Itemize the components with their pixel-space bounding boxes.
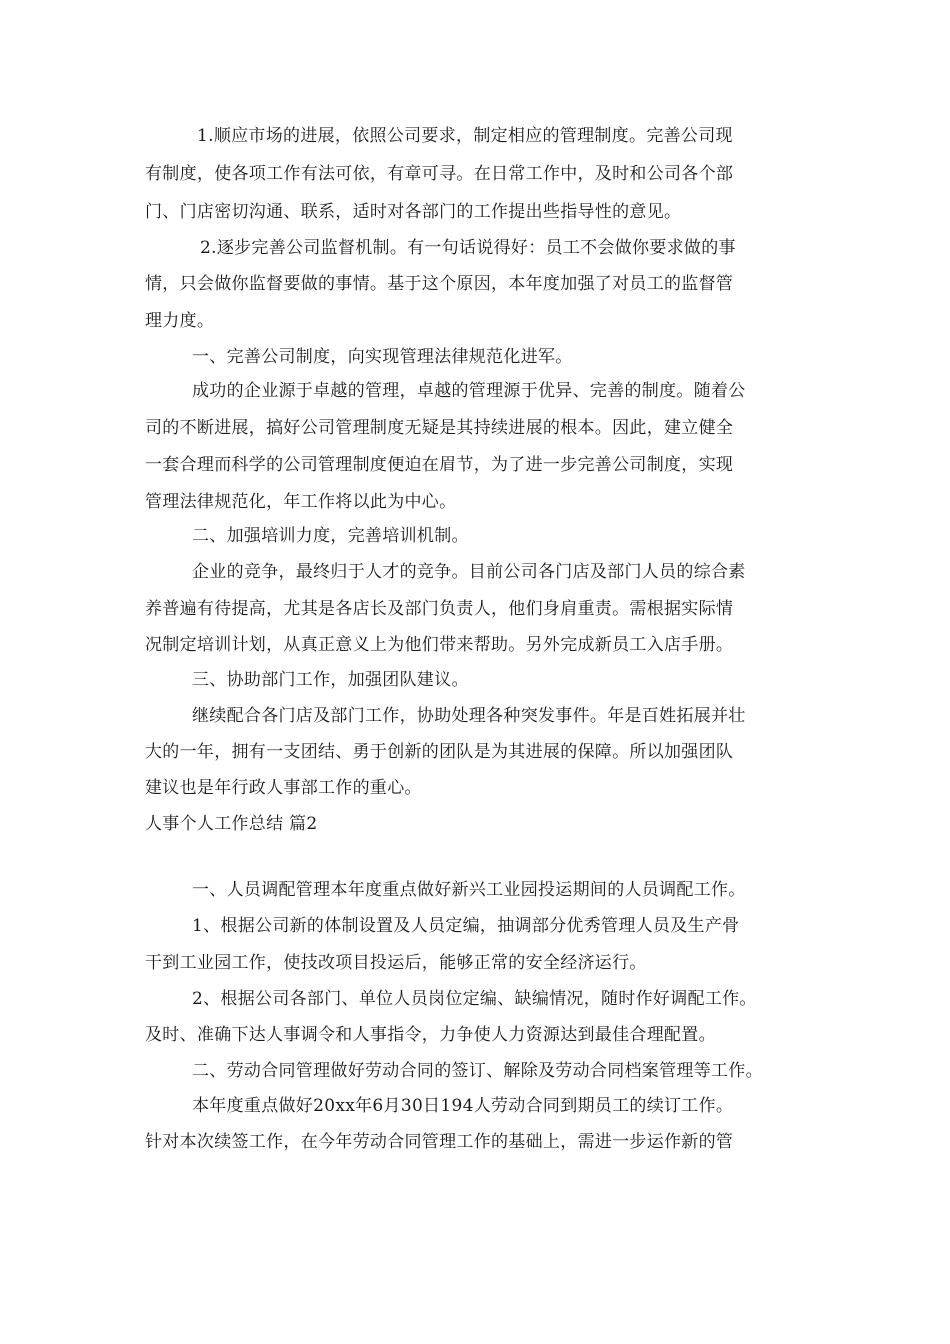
s1-p5-line-1: 继续配合各门店及部门工作，协助处理各种突发事件。年是百姓拓展并壮 xyxy=(192,706,746,726)
s2-p3-line-1: 本年度重点做好20xx年6月30日194人劳动合同到期员工的续订工作。 xyxy=(192,1096,734,1116)
s1-p3-line-1: 成功的企业源于卓越的管理，卓越的管理源于优异、完善的制度。随着公 xyxy=(192,381,746,401)
s1-p1-line-2: 有制度，使各项工作有法可依，有章可寻。在日常工作中，及时和公司各个部 xyxy=(145,164,734,184)
s1-p1-line-1: 1.顺应市场的进展，依照公司要求，制定相应的管理制度。完善公司现 xyxy=(197,126,733,146)
s1-p5-line-3: 建议也是年行政人事部工作的重心。 xyxy=(145,778,422,798)
s1-p2-line-3: 理力度。 xyxy=(145,311,215,331)
s1-p4-line-2: 养普遍有待提高，尤其是各店长及部门负责人，他们身肩重责。需根据实际情 xyxy=(145,599,734,619)
s2-p2-line-1: 2、根据公司各部门、单位人员岗位定编、缺编情况，随时作好调配工作。 xyxy=(192,989,757,1009)
s1-p3-line-3: 一套合理而科学的公司管理制度便迫在眉节，为了进一步完善公司制度，实现 xyxy=(145,455,734,475)
s2-p3-line-2: 针对本次续签工作，在今年劳动合同管理工作的基础上，需进一步运作新的管 xyxy=(145,1132,734,1152)
s1-heading-1: 一、完善公司制度，向实现管理法律规范化进军。 xyxy=(192,347,573,367)
s1-p3-line-4: 管理法律规范化，年工作将以此为中心。 xyxy=(145,492,457,512)
s2-heading-1: 一、人员调配管理本年度重点做好新兴工业园投运期间的人员调配工作。 xyxy=(192,880,746,900)
s1-p3-line-2: 司的不断进展，搞好公司管理制度无疑是其持续进展的根本。因此，建立健全 xyxy=(145,418,734,438)
s2-heading-2: 二、劳动合同管理做好劳动合同的签订、解除及劳动合同档案管理等工作。 xyxy=(192,1061,763,1081)
s1-p1-line-3: 门、门店密切沟通、联系，适时对各部门的工作提出些指导性的意见。 xyxy=(145,202,682,222)
s2-p1-line-1: 1、根据公司新的体制设置及人员定编，抽调部分优秀管理人员及生产骨 xyxy=(192,916,740,936)
s2-p1-line-2: 干到工业园工作，使技改项目投运后，能够正常的安全经济运行。 xyxy=(145,953,647,973)
s1-p2-line-1: 2.逐步完善公司监督机制。有一句话说得好：员工不会做你要求做的事 xyxy=(200,238,736,258)
s1-heading-3: 三、协助部门工作，加强团队建议。 xyxy=(192,670,469,690)
s1-p4-line-1: 企业的竞争，最终归于人才的竞争。目前公司各门店及部门人员的综合素 xyxy=(192,562,746,582)
s2-p2-line-2: 及时、准确下达人事调令和人事指令，力争使人力资源达到最佳合理配置。 xyxy=(145,1025,716,1045)
s1-p2-line-2: 情，只会做你监督要做的事情。基于这个原因，本年度加强了对员工的监督管 xyxy=(145,274,734,294)
section-title-2: 人事个人工作总结 篇2 xyxy=(145,814,318,834)
s1-p5-line-2: 大的一年，拥有一支团结、勇于创新的团队是为其进展的保障。所以加强团队 xyxy=(145,742,734,762)
s1-heading-2: 二、加强培训力度，完善培训机制。 xyxy=(192,526,469,546)
s1-p4-line-3: 况制定培训计划，从真正意义上为他们带来帮助。另外完成新员工入店手册。 xyxy=(145,635,734,655)
